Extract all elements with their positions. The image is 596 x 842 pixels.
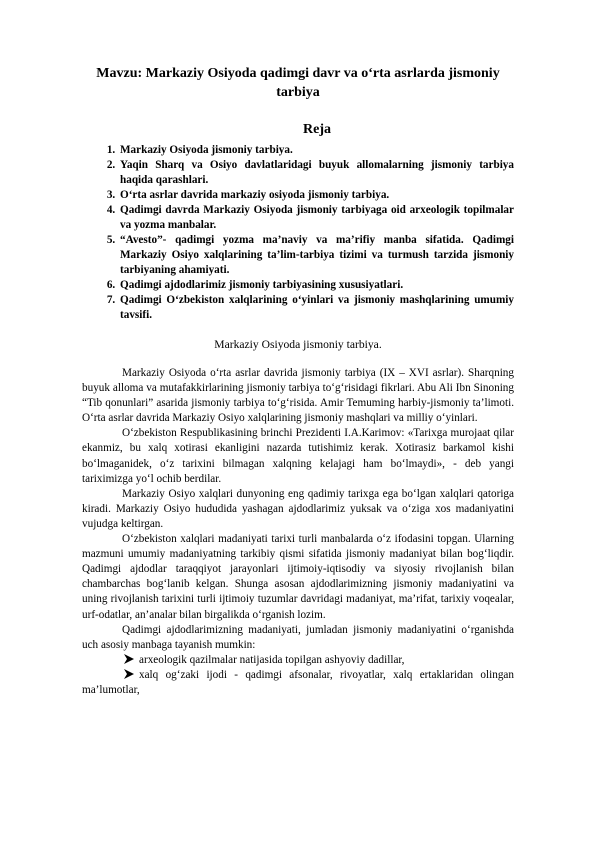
body-paragraph: O‘zbekiston Respublikasining brinchi Prezidenti I.A.Karimov: «Tarixga murojaat qilar ekanmiz, bu xalq xotirasi ekanligini nazarda tutishimiz kerak. Xotirasiz barkamol kishi bo‘lmaganidek, o‘z tarixini bilmagan xalqning kelajagi ham bo‘lmaydi», - deb yangi tariximizga yo‘l ochib berdilar. [82,427,514,485]
plan-item: 1. Markaziy Osiyoda jismoniy tarbiya. [118,143,514,158]
plan-heading: Reja [303,122,331,137]
body-paragraph: Qadimgi ajdodlarimizning madaniyati, jumladan jismoniy madaniyatini o‘rganishda uch asosiy manbaga tayanish mumkin: [82,623,514,651]
plan-item: 7. Qadimgi O‘zbekiston xalqlarining o‘yinlari va jismoniy mashqlarining umumiy tavsifi. [118,293,514,323]
plan-item: 2. Yaqin Sharq va Osiyo davlatlaridagi buyuk allomalarning jismoniy tarbiya haqida qarashlari. [118,158,514,188]
body-paragraph: Markaziy Osiyo xalqlari dunyoning eng qadimiy tarixga ega bo‘lgan xalqlari qatoriga kiradi. Markaziy Osiyo hududida yashagan ajdodlarimiz yuksak va o‘ziga xos madaniyatini vujudga keltirgan. [82,487,514,530]
bullet-item [82,653,514,668]
document-title: Mavzu: Markaziy Osiyoda qadimgi davr va o‘rta asrlarda jismoniy tarbiya [96,66,500,100]
bullet-item [82,668,514,698]
arrow-bullet-icon [124,654,134,664]
plan-list [82,143,514,323]
body-paragraph: Markaziy Osiyoda o‘rta asrlar davrida jismoniy tarbiya (IX – XVI asrlar). Sharqning buyuk alloma va mutafakkirlarining jismoniy tarbiya to‘g‘risidagi fikrlari. Abu Ali Ibn Sinoning “Tib qonunlari” asarida jismoniy tarbiya to‘g‘risida. Amir Temuming harbiy-jismoniy ta’limoti. O‘rta asrlar davrida Markaziy Osiyo xalqlarining jismoniy mashqlari va milliy o‘yinlari. [82,367,514,425]
bullet-text: xalq og‘zaki ijodi - qadimgi afsonalar, rivoyatlar, xalq ertaklaridan olingan ma’lumotlar, [82,668,514,696]
body-paragraph: O‘zbekiston xalqlari madaniyati tarixi turli manbalarda o‘z ifodasini topgan. Ularning mazmuni umumiy madaniyatning tarkibiy qismi sifatida jismoniy madaniyat bilan bog‘liqdir. Qadimgi ajdodlar taraqqiyot jarayonlari ijtimoiy-iqtisodiy va siyosiy rivojlanish bilan chambarchas bog‘lanib kelgan. Shunga asosan ajdodlarimizning jismoniy madaniyatini va uning rivojlanish tarixini turli ijtimoiy tuzumlar davridagi madaniyat, ma’rifat, tarixiy voqealar, urf-odatlar, an’analar bilan birgalikda o‘rganish lozim. [82,533,514,621]
plan-item: 5. “Avesto”- qadimgi yozma ma’naviy va ma’rifiy manba sifatida. Qadimgi Markaziy Osiyo xalqlarining ta’lim-tarbiya tizimi va turmush tarzida jismoniy tarbiyaning ahamiyati. [118,233,514,278]
section-title: Markaziy Osiyoda jismoniy tarbiya. [214,338,382,351]
plan-item: 3. O‘rta asrlar davrida markaziy osiyoda jismoniy tarbiya. [118,188,514,203]
arrow-bullet-icon [124,669,134,679]
document-page [82,64,514,698]
bullet-text: arxeologik qazilmalar natijasida topilgan ashyoviy dadillar, [139,653,405,666]
plan-item: 4. Qadimgi davrda Markaziy Osiyoda jismoniy tarbiyaga oid arxeologik topilmalar va yozma manbalar. [118,203,514,233]
plan-item: 6. Qadimgi ajdodlarimiz jismoniy tarbiyasining xususiyatlari. [118,278,514,293]
